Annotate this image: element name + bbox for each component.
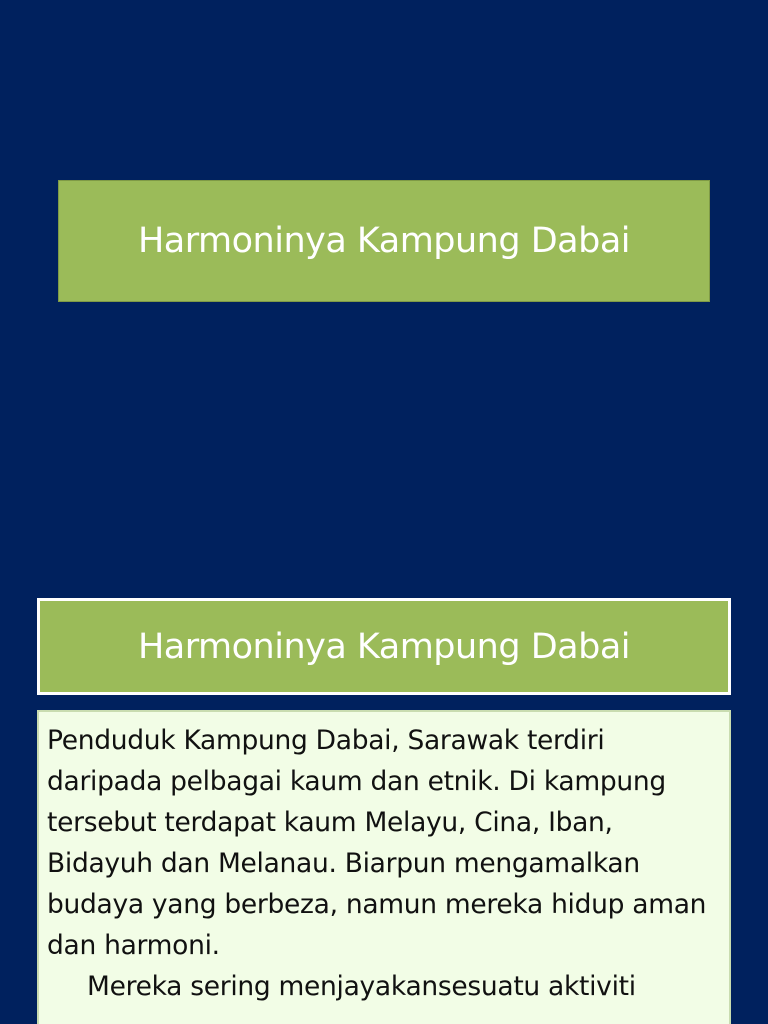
body-text-box [37,710,731,1024]
title-box-top [58,180,710,302]
slide-title-bottom: Harmoninya Kampung Dabai [137,626,630,667]
body-paragraph-2: Mereka sering menjayakansesuatu aktiviti [87,971,636,1002]
title-box-bottom [37,598,731,695]
body-paragraph-1: Penduduk Kampung Dabai, Sarawak terdiri daripada pelbagai kaum dan etnik. Di kampung tersebut terdapat kaum Melayu, Cina, Iban, Bidayuh dan Melanau. Biarpun mengamalkan budaya yang berbeza, namun mereka hidup aman dan harmoni. [47,725,707,961]
slide-title-top: Harmoninya Kampung Dabai [137,221,630,261]
